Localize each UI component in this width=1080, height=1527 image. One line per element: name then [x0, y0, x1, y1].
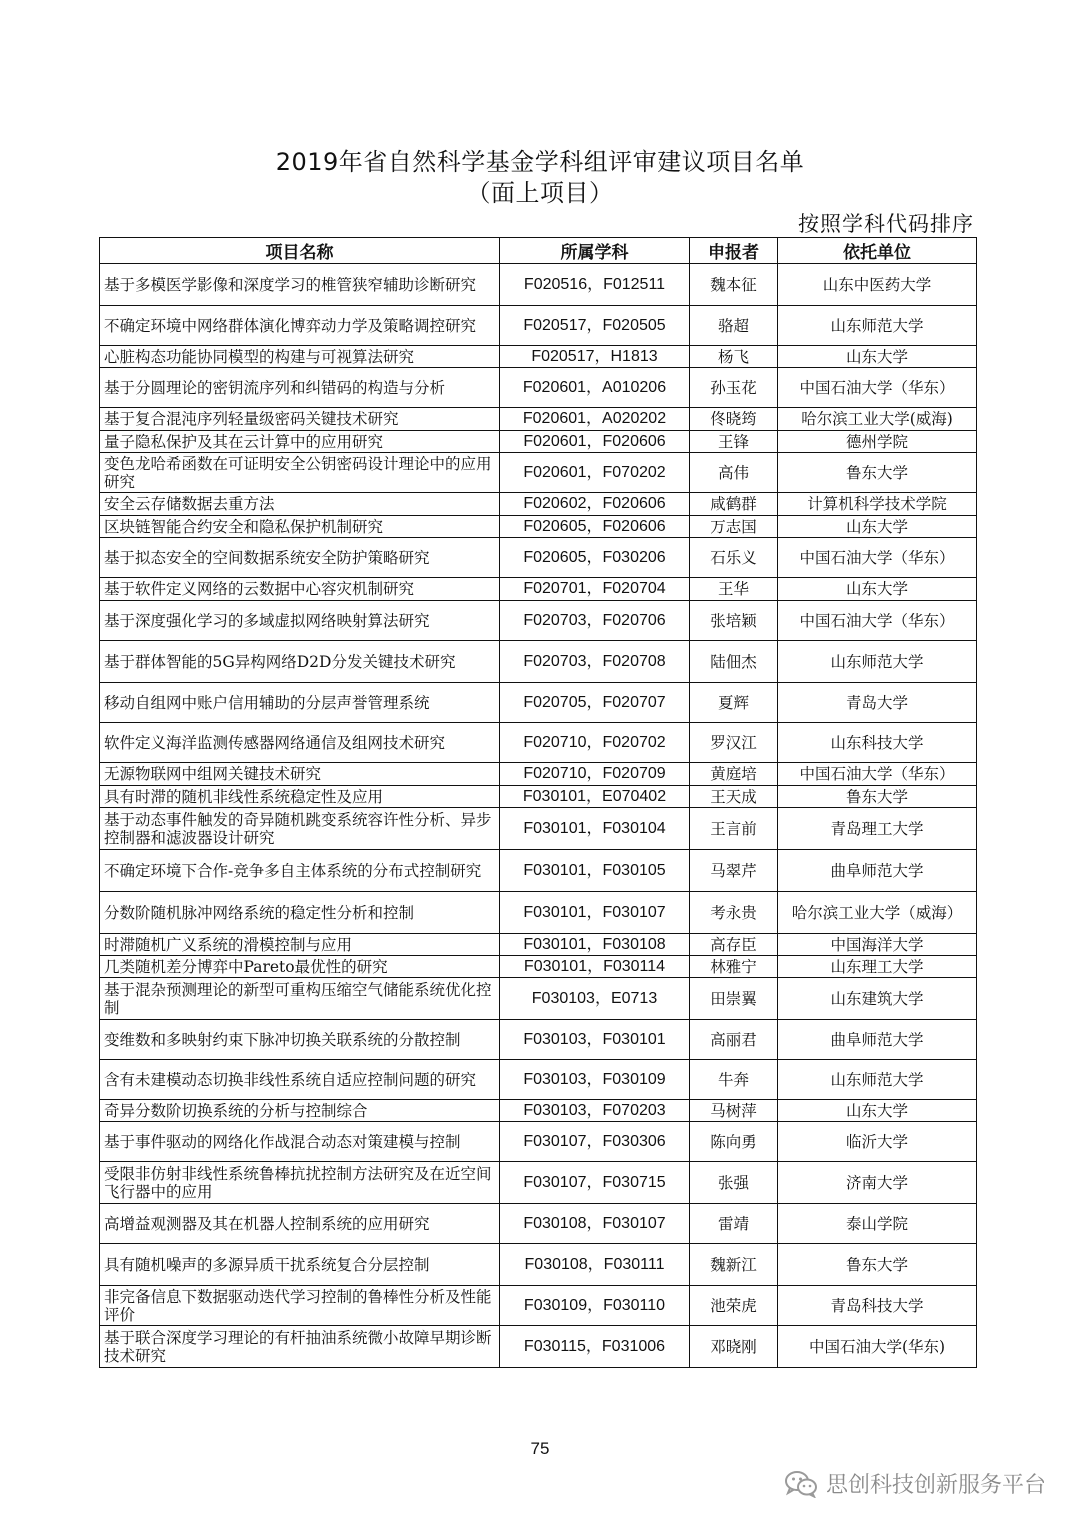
table-body: [100, 264, 977, 1368]
institution-cell: 计算机科学技术学院: [778, 493, 977, 516]
table-row: [100, 578, 977, 601]
discipline-code-cell: F020602，F020606: [500, 493, 690, 516]
table-row: [100, 264, 977, 306]
discipline-code-cell: F030101，F030114: [500, 956, 690, 978]
project-name-cell: 基于软件定义网络的云数据中心容灾机制研究: [100, 578, 500, 601]
project-name-cell: 区块链智能合约安全和隐私保护机制研究: [100, 516, 500, 538]
page-number: 75: [530, 1439, 550, 1458]
table-row: [100, 516, 977, 538]
applicant-cell: 牛奔: [690, 1060, 778, 1100]
institution-cell: 山东大学: [778, 346, 977, 368]
institution-cell: 哈尔滨工业大学(威海): [778, 408, 977, 431]
discipline-code-cell: F030103，E0713: [500, 978, 690, 1020]
table-row: [100, 641, 977, 683]
institution-cell: 曲阜师范大学: [778, 1020, 977, 1060]
table-row: [100, 1204, 977, 1244]
applicant-cell: 马树萍: [690, 1100, 778, 1122]
discipline-code-cell: F020710，F020702: [500, 723, 690, 763]
institution-cell: 临沂大学: [778, 1122, 977, 1162]
institution-cell: 山东科技大学: [778, 723, 977, 763]
table-row: [100, 1326, 977, 1368]
project-name-cell: 基于复合混沌序列轻量级密码关键技术研究: [100, 408, 500, 431]
project-name-cell: 基于拟态安全的空间数据系统安全防护策略研究: [100, 538, 500, 578]
table-row: [100, 808, 977, 850]
institution-cell: 中国石油大学（华东）: [778, 538, 977, 578]
project-name-cell: 无源物联网中组网关键技术研究: [100, 763, 500, 786]
applicant-cell: 邓晓刚: [690, 1326, 778, 1368]
discipline-code-cell: F020705，F020707: [500, 683, 690, 723]
table-row: [100, 723, 977, 763]
applicant-cell: 林雅宁: [690, 956, 778, 978]
table-row: [100, 934, 977, 956]
table-row: [100, 453, 977, 493]
project-name-cell: 基于分圆理论的密钥流序列和纠错码的构造与分析: [100, 368, 500, 408]
project-name-cell: 心脏构态功能协同模型的构建与可视算法研究: [100, 346, 500, 368]
applicant-cell: 陆佃杰: [690, 641, 778, 683]
project-name-cell: 基于联合深度学习理论的有杆抽油系统微小故障早期诊断技术研究: [100, 1326, 500, 1368]
project-name-cell: 移动自组网中账户信用辅助的分层声誉管理系统: [100, 683, 500, 723]
discipline-code-cell: F030115，F031006: [500, 1326, 690, 1368]
project-name-cell: 不确定环境中网络群体演化博弈动力学及策略调控研究: [100, 306, 500, 346]
table-row: [100, 892, 977, 934]
sort-note: 按照学科代码排序: [798, 212, 974, 236]
project-name-cell: 具有随机噪声的多源异质干扰系统复合分层控制: [100, 1244, 500, 1286]
table-row: [100, 1244, 977, 1286]
discipline-code-cell: F030101，F030104: [500, 808, 690, 850]
discipline-code-cell: F030103，F070203: [500, 1100, 690, 1122]
institution-cell: 山东中医药大学: [778, 264, 977, 306]
discipline-code-cell: F020703，F020706: [500, 601, 690, 641]
applicant-cell: 佟晓筠: [690, 408, 778, 431]
applicant-cell: 杨飞: [690, 346, 778, 368]
applicant-cell: 孙玉花: [690, 368, 778, 408]
institution-cell: 青岛理工大学: [778, 808, 977, 850]
page-subtitle: （面上项目）: [466, 179, 614, 207]
applicant-cell: 魏本征: [690, 264, 778, 306]
applicant-cell: 罗汉江: [690, 723, 778, 763]
discipline-code-cell: F020516，F012511: [500, 264, 690, 306]
applicant-cell: 王华: [690, 578, 778, 601]
header-applicant: 申报者: [690, 238, 778, 264]
applicant-cell: 万志国: [690, 516, 778, 538]
table-row: [100, 850, 977, 892]
institution-cell: 山东大学: [778, 578, 977, 601]
institution-cell: 山东理工大学: [778, 956, 977, 978]
project-name-cell: 基于群体智能的5G异构网络D2D分发关键技术研究: [100, 641, 500, 683]
applicant-cell: 高伟: [690, 453, 778, 493]
discipline-code-cell: F020605，F030206: [500, 538, 690, 578]
table-row: [100, 431, 977, 453]
table-row: [100, 493, 977, 516]
institution-cell: 鲁东大学: [778, 453, 977, 493]
table-row: [100, 1100, 977, 1122]
table-row: [100, 978, 977, 1020]
applicant-cell: 王锋: [690, 431, 778, 453]
project-name-cell: 不确定环境下合作-竞争多自主体系统的分布式控制研究: [100, 850, 500, 892]
applicant-cell: 田崇翼: [690, 978, 778, 1020]
discipline-code-cell: F020701，F020704: [500, 578, 690, 601]
page-title: 2019年省自然科学基金学科组评审建议项目名单: [275, 148, 805, 176]
table-row: [100, 1286, 977, 1326]
table-row: [100, 786, 977, 808]
project-name-cell: 高增益观测器及其在机器人控制系统的应用研究: [100, 1204, 500, 1244]
project-name-cell: 变色龙哈希函数在可证明安全公钥密码设计理论中的应用研究: [100, 453, 500, 493]
project-name-cell: 基于混杂预测理论的新型可重构压缩空气储能系统优化控制: [100, 978, 500, 1020]
applicant-cell: 黄庭培: [690, 763, 778, 786]
project-name-cell: 基于多模医学影像和深度学习的椎管狭窄辅助诊断研究: [100, 264, 500, 306]
table-row: [100, 1020, 977, 1060]
project-name-cell: 量子隐私保护及其在云计算中的应用研究: [100, 431, 500, 453]
project-name-cell: 含有未建模动态切换非线性系统自适应控制问题的研究: [100, 1060, 500, 1100]
discipline-code-cell: F030108，F030107: [500, 1204, 690, 1244]
applicant-cell: 马翠芹: [690, 850, 778, 892]
institution-cell: 山东师范大学: [778, 641, 977, 683]
discipline-code-cell: F020601，F070202: [500, 453, 690, 493]
discipline-code-cell: F020517，F020505: [500, 306, 690, 346]
discipline-code-cell: F020601，A020202: [500, 408, 690, 431]
project-name-cell: 基于动态事件触发的奇异随机跳变系统容许性分析、异步控制器和滤波器设计研究: [100, 808, 500, 850]
discipline-code-cell: F030107，F030715: [500, 1162, 690, 1204]
project-name-cell: 软件定义海洋监测传感器网络通信及组网技术研究: [100, 723, 500, 763]
discipline-code-cell: F020601，F020606: [500, 431, 690, 453]
table-row: [100, 1060, 977, 1100]
table-row: [100, 956, 977, 978]
project-name-cell: 受限非仿射非线性系统鲁棒抗扰控制方法研究及在近空间飞行器中的应用: [100, 1162, 500, 1204]
project-name-cell: 几类随机差分博弈中Pareto最优性的研究: [100, 956, 500, 978]
discipline-code-cell: F020605，F020606: [500, 516, 690, 538]
project-name-cell: 奇异分数阶切换系统的分析与控制综合: [100, 1100, 500, 1122]
institution-cell: 泰山学院: [778, 1204, 977, 1244]
institution-cell: 中国石油大学(华东): [778, 1326, 977, 1368]
table-row: [100, 1122, 977, 1162]
applicant-cell: 池荣虎: [690, 1286, 778, 1326]
discipline-code-cell: F030107，F030306: [500, 1122, 690, 1162]
discipline-code-cell: F030101，F030108: [500, 934, 690, 956]
applicant-cell: 石乐义: [690, 538, 778, 578]
table-row: [100, 763, 977, 786]
institution-cell: 山东大学: [778, 1100, 977, 1122]
table-row: [100, 601, 977, 641]
discipline-code-cell: F030103，F030109: [500, 1060, 690, 1100]
project-name-cell: 非完备信息下数据驱动迭代学习控制的鲁棒性分析及性能评价: [100, 1286, 500, 1326]
discipline-code-cell: F030108，F030111: [500, 1244, 690, 1286]
institution-cell: 德州学院: [778, 431, 977, 453]
discipline-code-cell: F030109，F030110: [500, 1286, 690, 1326]
institution-cell: 山东建筑大学: [778, 978, 977, 1020]
table-row: [100, 1162, 977, 1204]
project-name-cell: 具有时滞的随机非线性系统稳定性及应用: [100, 786, 500, 808]
applicant-cell: 高丽君: [690, 1020, 778, 1060]
institution-cell: 鲁东大学: [778, 786, 977, 808]
institution-cell: 山东大学: [778, 516, 977, 538]
institution-cell: 鲁东大学: [778, 1244, 977, 1286]
applicant-cell: 张强: [690, 1162, 778, 1204]
table-row: [100, 538, 977, 578]
institution-cell: 中国石油大学（华东）: [778, 601, 977, 641]
project-name-cell: 时滞随机广义系统的滑模控制与应用: [100, 934, 500, 956]
institution-cell: 济南大学: [778, 1162, 977, 1204]
project-name-cell: 基于事件驱动的网络化作战混合动态对策建模与控制: [100, 1122, 500, 1162]
institution-cell: 中国海洋大学: [778, 934, 977, 956]
applicant-cell: 夏辉: [690, 683, 778, 723]
table-row: [100, 368, 977, 408]
discipline-code-cell: F020710，F020709: [500, 763, 690, 786]
table-header-row: [100, 238, 977, 264]
table-row: [100, 346, 977, 368]
institution-cell: 山东师范大学: [778, 1060, 977, 1100]
applicant-cell: 王言前: [690, 808, 778, 850]
applicant-cell: 咸鹤群: [690, 493, 778, 516]
applicant-cell: 考永贵: [690, 892, 778, 934]
table-row: [100, 306, 977, 346]
discipline-code-cell: F030101，F030105: [500, 850, 690, 892]
watermark: [784, 1468, 1046, 1499]
header-discipline: 所属学科: [500, 238, 690, 264]
institution-cell: 哈尔滨工业大学（威海）: [778, 892, 977, 934]
header-institution: 依托单位: [778, 238, 977, 264]
institution-cell: 山东师范大学: [778, 306, 977, 346]
discipline-code-cell: F030101，F030107: [500, 892, 690, 934]
applicant-cell: 高存臣: [690, 934, 778, 956]
institution-cell: 中国石油大学（华东）: [778, 368, 977, 408]
discipline-code-cell: F030101，E070402: [500, 786, 690, 808]
applicant-cell: 陈向勇: [690, 1122, 778, 1162]
applicant-cell: 王天成: [690, 786, 778, 808]
project-name-cell: 分数阶随机脉冲网络系统的稳定性分析和控制: [100, 892, 500, 934]
applicant-cell: 张培颖: [690, 601, 778, 641]
project-name-cell: 变维数和多映射约束下脉冲切换关联系统的分散控制: [100, 1020, 500, 1060]
institution-cell: 青岛大学: [778, 683, 977, 723]
applicant-cell: 骆超: [690, 306, 778, 346]
institution-cell: 青岛科技大学: [778, 1286, 977, 1326]
header-project-name: 项目名称: [100, 238, 500, 264]
watermark-text: 思创科技创新服务平台: [825, 1473, 1046, 1498]
project-name-cell: 基于深度强化学习的多域虚拟网络映射算法研究: [100, 601, 500, 641]
discipline-code-cell: F020517，H1813: [500, 346, 690, 368]
discipline-code-cell: F020703，F020708: [500, 641, 690, 683]
applicant-cell: 雷靖: [690, 1204, 778, 1244]
table-row: [100, 408, 977, 431]
discipline-code-cell: F020601，A010206: [500, 368, 690, 408]
institution-cell: 曲阜师范大学: [778, 850, 977, 892]
table-row: [100, 683, 977, 723]
discipline-code-cell: F030103，F030101: [500, 1020, 690, 1060]
project-name-cell: 安全云存储数据去重方法: [100, 493, 500, 516]
institution-cell: 中国石油大学（华东）: [778, 763, 977, 786]
project-table: [99, 237, 977, 1368]
wechat-icon: [784, 1470, 818, 1498]
applicant-cell: 魏新江: [690, 1244, 778, 1286]
